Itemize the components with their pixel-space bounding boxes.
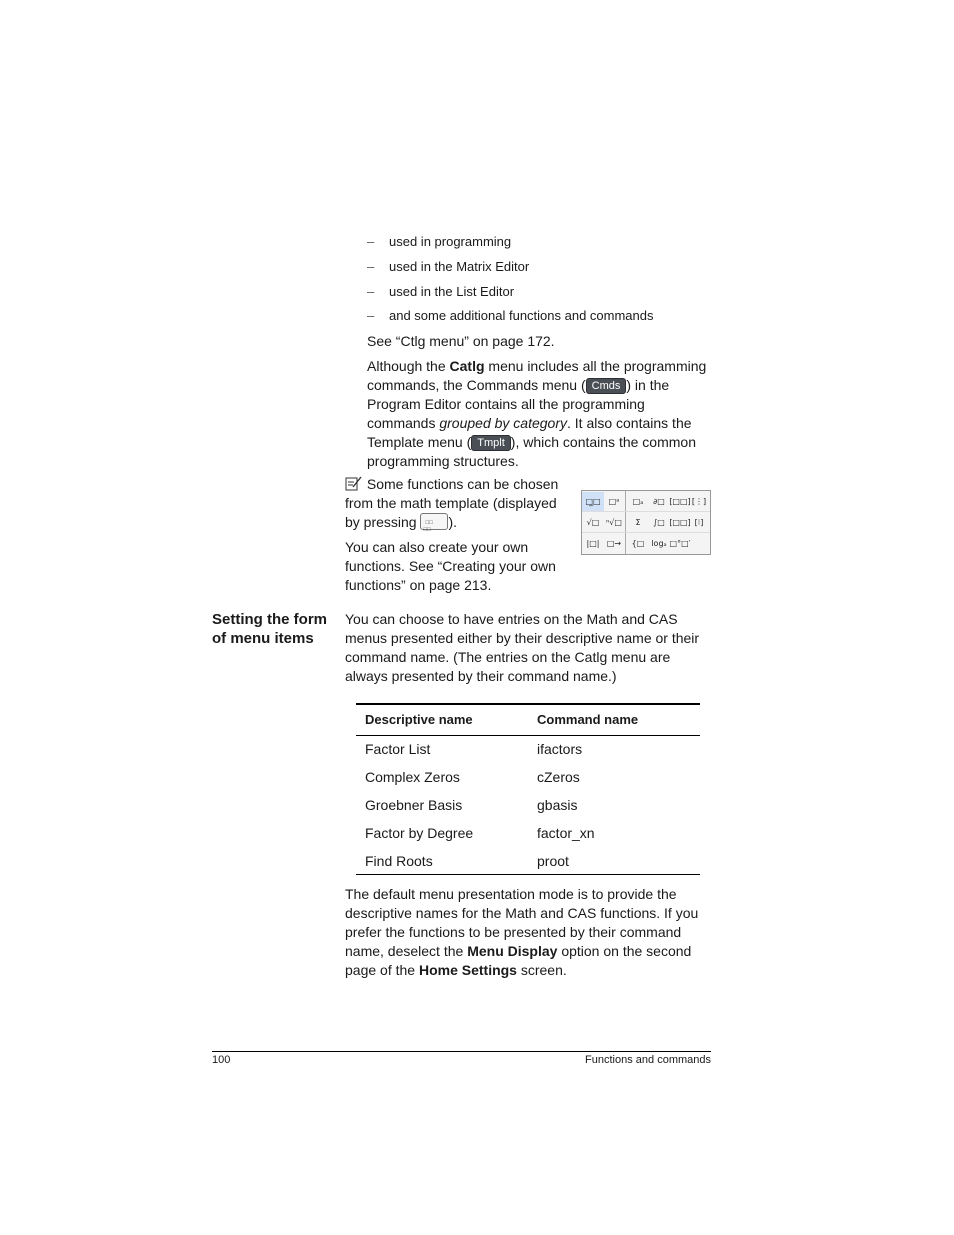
text-run: ) in the Program Editor contains all the programming commands <box>367 377 670 431</box>
text-run: Although the <box>367 358 450 374</box>
text-run: option on the second page of the <box>345 943 692 978</box>
piecewise-template-icon: {□ <box>631 539 645 548</box>
abs-template-icon: |□| <box>586 539 600 548</box>
table-cell: Groebner Basis <box>365 797 463 813</box>
text-run: . It also contains the Template menu ( <box>367 415 692 450</box>
subscript-template-icon: □ₐ <box>632 497 644 506</box>
text-run: ), which contains the common programming structures. <box>367 434 696 469</box>
footer-rule <box>212 1051 711 1052</box>
catlg-term: Catlg <box>449 358 485 374</box>
bullet-dash: – <box>367 234 375 249</box>
table-row <box>356 741 700 761</box>
see-ctlg-reference: See “Ctlg menu” on page 172. <box>367 333 555 349</box>
vector-template-icon: [□□] <box>669 518 691 527</box>
sqrt-template-icon: √□ <box>586 518 600 527</box>
tmplt-softkey: Tmplt <box>471 435 511 451</box>
page-number: 100 <box>212 1054 231 1066</box>
bullet-text: used in the Matrix Editor <box>389 259 530 274</box>
table-header: Descriptive name <box>365 712 473 727</box>
menu-display-term: Menu Display <box>467 943 558 959</box>
text-run: Some functions can be chosen from the math template (displayed by pressing <box>345 476 559 530</box>
table-cell: Factor List <box>365 741 431 757</box>
text-run: The default menu presentation mode is to provide the descriptive names for the Math and CAS functions. If you prefer the functions to be presented by their command name, deselect the <box>345 886 699 959</box>
table-header-row <box>356 705 700 735</box>
log-template-icon: logₐ <box>651 539 667 548</box>
table-row <box>356 853 700 873</box>
arrow-template-icon: □→ <box>606 539 622 548</box>
text-run: ). <box>448 514 458 530</box>
home-settings-term: Home Settings <box>418 962 517 978</box>
derivative-template-icon: ∂□ <box>653 497 665 506</box>
bullet-text: used in programming <box>389 234 512 249</box>
table-bottom-rule <box>356 874 700 875</box>
matrix-3x3-template-icon: [⋮] <box>691 497 707 506</box>
intro-paragraph: You can choose to have entries on the Math and CAS menus presented either by their descriptive name or their command name. (The entries on the Catlg menu are always presented by their command name.) <box>345 611 700 684</box>
table-cell: proot <box>537 853 569 869</box>
note-paragraph <box>345 475 570 532</box>
grid-divider <box>582 532 710 533</box>
bullet-item <box>367 284 707 300</box>
catlg-paragraph <box>367 357 712 471</box>
table-cell: Complex Zeros <box>365 769 460 785</box>
math-template-grid <box>581 490 711 555</box>
bullet-dash: – <box>367 308 375 323</box>
section-heading <box>212 610 337 648</box>
table-header: Command name <box>537 712 639 727</box>
table-body <box>356 736 700 874</box>
sum-template-icon: Σ <box>635 518 641 527</box>
table-cell: Find Roots <box>365 853 433 869</box>
table-cell: Factor by Degree <box>365 825 474 841</box>
bullet-text: used in the List Editor <box>389 284 515 299</box>
table-row <box>356 797 700 817</box>
table-cell: factor_xn <box>537 825 595 841</box>
note-icon <box>345 476 363 490</box>
column-vector-template-icon: [⁝] <box>694 518 704 527</box>
integral-template-icon: ∫□ <box>653 518 665 527</box>
matrix-2x2-template-icon: [□□] <box>669 497 691 506</box>
bullet-item <box>367 308 707 324</box>
template-key-icon: □□ □□ <box>420 513 448 530</box>
grid-divider <box>625 491 626 554</box>
grouped-by-category-text: grouped by category <box>439 415 567 431</box>
nth-root-template-icon: ⁿ√□ <box>606 518 622 527</box>
default-mode-paragraph <box>345 885 711 980</box>
bullet-item <box>367 259 707 275</box>
table-cell: ifactors <box>537 741 583 757</box>
bullet-text: and some additional functions and commands <box>389 308 654 323</box>
create-functions-paragraph: You can also create your own functions. See “Creating your own functions” on page 213. <box>345 539 556 593</box>
bullet-item <box>367 234 707 250</box>
bullet-dash: – <box>367 259 375 274</box>
cmds-softkey: Cmds <box>586 378 627 394</box>
fraction-template-icon: □̲□ <box>582 492 604 511</box>
names-table <box>356 703 700 875</box>
power-template-icon: □ᵃ <box>608 497 620 506</box>
heading-line: Setting the form <box>212 611 327 628</box>
degree-template-icon: □°□′ <box>669 539 691 548</box>
table-row <box>356 769 700 789</box>
grid-divider <box>582 511 710 512</box>
bullet-dash: – <box>367 284 375 299</box>
text-run: screen. <box>516 962 567 978</box>
table-cell: gbasis <box>537 797 578 813</box>
text-run: menu includes all the programming commands, the Commands menu ( <box>367 358 707 393</box>
heading-line: of menu items <box>212 630 314 647</box>
footer-section-title: Functions and commands <box>585 1054 711 1066</box>
table-row <box>356 825 700 845</box>
table-cell: cZeros <box>537 769 580 785</box>
